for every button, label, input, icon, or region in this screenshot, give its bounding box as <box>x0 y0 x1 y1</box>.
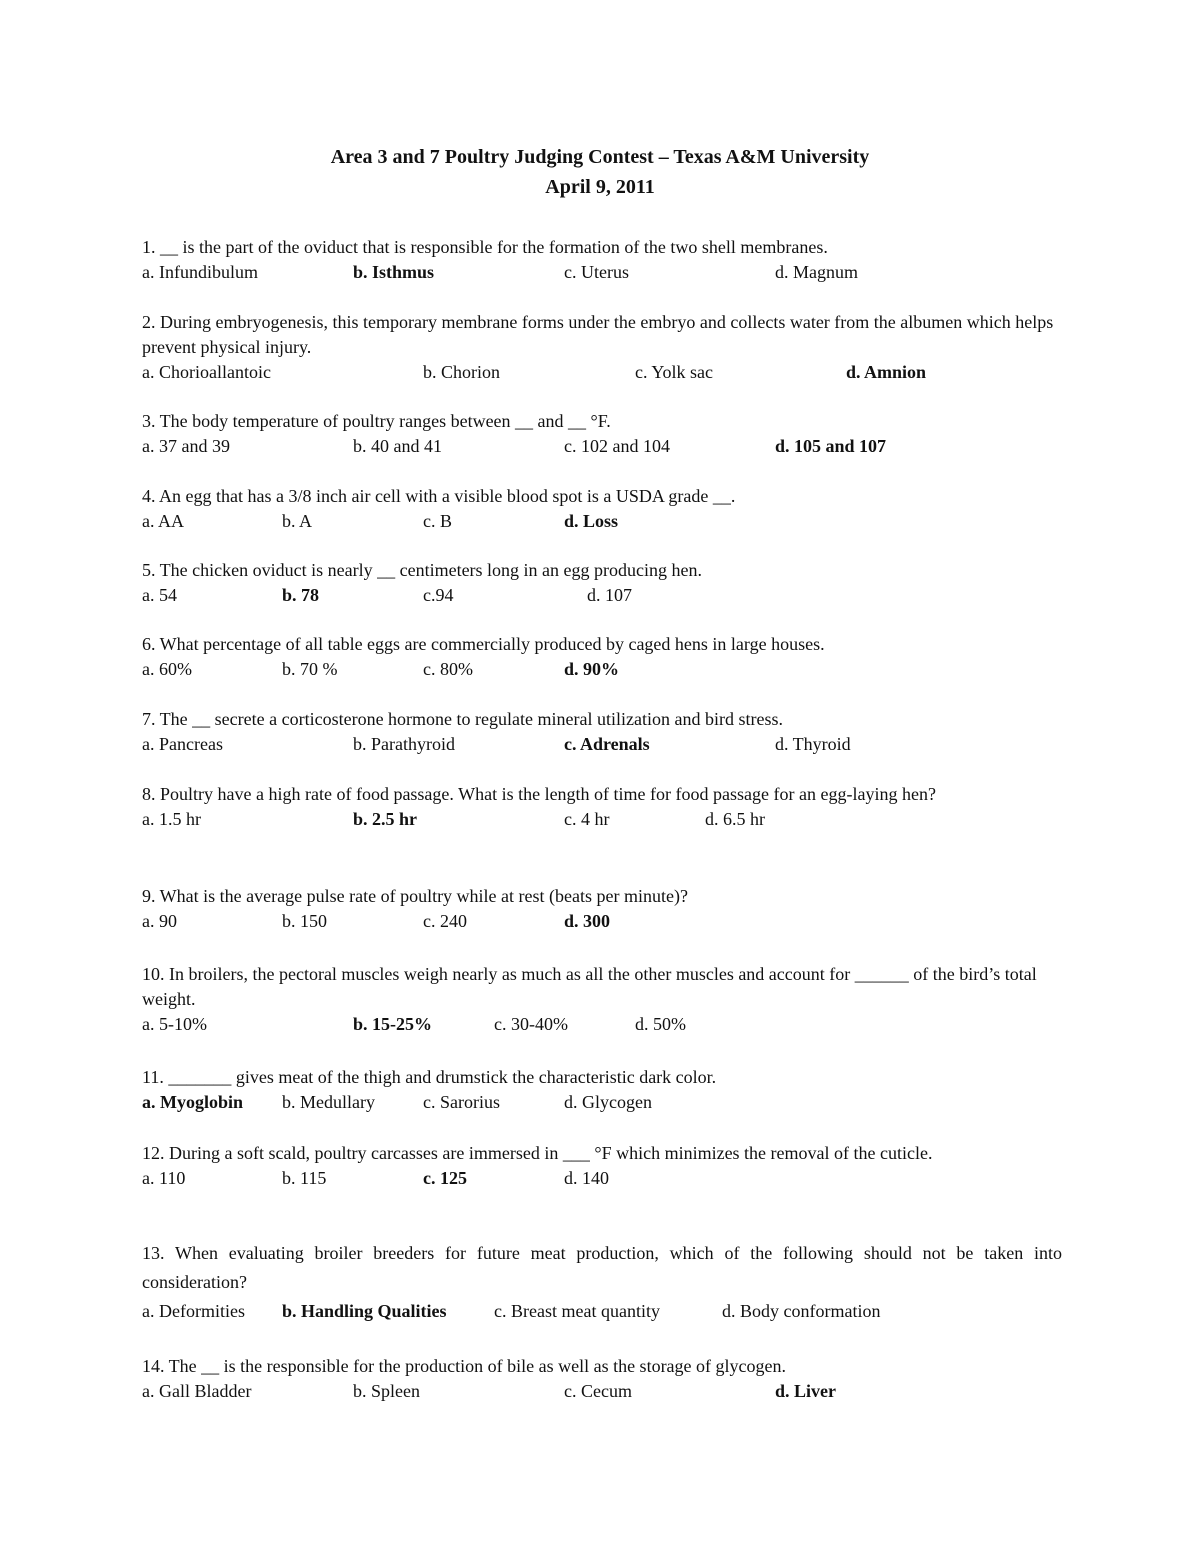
option-b: b. Medullary <box>282 1092 375 1112</box>
option-d: d. Glycogen <box>564 1092 652 1112</box>
option-c: c. B <box>423 511 452 531</box>
answer-options <box>142 807 1062 832</box>
option-b: b. 78 <box>282 585 320 605</box>
answer-options <box>142 1090 1062 1115</box>
question-5 <box>142 558 1062 608</box>
question-7 <box>142 707 1062 757</box>
option-d: d. 300 <box>564 911 611 931</box>
answer-options <box>142 260 1062 285</box>
option-a: a. Gall Bladder <box>142 1381 252 1401</box>
option-c: c. 80% <box>423 659 473 679</box>
question-8 <box>142 782 1062 832</box>
question-stem: 5. The chicken oviduct is nearly __ centimeters long in an egg producing hen. <box>142 560 703 580</box>
answer-options <box>142 1379 1062 1404</box>
question-11 <box>142 1065 1062 1115</box>
option-d: d. Amnion <box>846 362 927 382</box>
question-12 <box>142 1141 1062 1191</box>
question-stem: 7. The __ secrete a corticosterone hormone to regulate mineral utilization and bird stress. <box>142 709 783 729</box>
option-d: d. 140 <box>564 1168 609 1188</box>
option-a: a. Myoglobin <box>142 1092 244 1112</box>
option-c: c.94 <box>423 585 454 605</box>
question-4 <box>142 484 1062 534</box>
option-b: b. 2.5 hr <box>353 809 418 829</box>
option-c: c. Breast meat quantity <box>494 1301 660 1321</box>
option-a: a. 90 <box>142 911 177 931</box>
question-1 <box>142 235 1062 285</box>
document-title: Area 3 and 7 Poultry Judging Contest – Texas A&M University <box>330 146 870 168</box>
option-b: b. A <box>282 511 313 531</box>
option-a: a. 60% <box>142 659 192 679</box>
option-c: c. Cecum <box>564 1381 632 1401</box>
question-stem: 2. During embryogenesis, this temporary membrane forms under the embryo and collects water from the albumen which helps prevent physical injury. <box>142 312 1054 357</box>
question-13 <box>142 1239 1062 1326</box>
question-3 <box>142 409 1062 459</box>
option-c: c. 4 hr <box>564 809 610 829</box>
option-b: b. Parathyroid <box>353 734 455 754</box>
option-a: a. AA <box>142 511 184 531</box>
question-stem: 13. When evaluating broiler breeders for future meat production, which of the following should not be taken into consideration? <box>142 1243 1062 1292</box>
option-c: c. 30-40% <box>494 1014 568 1034</box>
option-c: c. Sarorius <box>423 1092 500 1112</box>
option-a: a. 110 <box>142 1168 186 1188</box>
option-b: b. 115 <box>282 1168 327 1188</box>
question-9 <box>142 884 1062 934</box>
question-6 <box>142 632 1062 682</box>
option-a: a. Infundibulum <box>142 262 258 282</box>
answer-options <box>142 360 1062 385</box>
question-2 <box>142 310 1062 385</box>
option-a: a. Chorioallantoic <box>142 362 271 382</box>
question-stem: 12. During a soft scald, poultry carcasses are immersed in ___ °F which minimizes the removal of the cuticle. <box>142 1143 933 1163</box>
question-14 <box>142 1354 1062 1404</box>
question-stem: 6. What percentage of all table eggs are commercially produced by caged hens in large houses. <box>142 634 825 654</box>
question-stem: 14. The __ is the responsible for the production of bile as well as the storage of glycogen. <box>142 1356 787 1376</box>
option-b: b. Isthmus <box>353 262 435 282</box>
option-b: b. 150 <box>282 911 327 931</box>
answer-options <box>142 732 1062 757</box>
answer-options <box>142 509 1062 534</box>
option-c: c. 125 <box>423 1168 467 1188</box>
option-d: d. 107 <box>587 585 632 605</box>
question-10 <box>142 962 1062 1037</box>
question-stem: 1. __ is the part of the oviduct that is responsible for the formation of the two shell membranes. <box>142 237 828 257</box>
document-date: April 9, 2011 <box>545 176 655 198</box>
option-c: c. Yolk sac <box>635 362 714 382</box>
answer-options <box>142 1012 1062 1037</box>
option-d: d. Thyroid <box>775 734 851 754</box>
option-d: d. 105 and 107 <box>775 436 887 456</box>
option-a: a. 54 <box>142 585 177 605</box>
question-stem: 8. Poultry have a high rate of food passage. What is the length of time for food passage for an egg-laying hen? <box>142 784 936 804</box>
option-d: d. 6.5 hr <box>705 809 765 829</box>
answer-options <box>142 1297 1062 1326</box>
option-d: d. 90% <box>564 659 620 679</box>
option-a: a. 5-10% <box>142 1014 207 1034</box>
question-stem: 3. The body temperature of poultry ranges between __ and __ °F. <box>142 411 611 431</box>
option-b: b. 70 % <box>282 659 338 679</box>
option-c: c. Adrenals <box>564 734 650 754</box>
answer-options <box>142 583 1062 608</box>
option-c: c. Uterus <box>564 262 629 282</box>
option-c: c. 102 and 104 <box>564 436 670 456</box>
option-b: b. 40 and 41 <box>353 436 442 456</box>
option-a: a. Deformities <box>142 1301 245 1321</box>
option-d: d. Magnum <box>775 262 858 282</box>
option-b: b. Handling Qualities <box>282 1301 447 1321</box>
option-d: d. Liver <box>775 1381 836 1401</box>
option-a: a. 1.5 hr <box>142 809 201 829</box>
option-d: d. Body conformation <box>722 1301 881 1321</box>
question-stem: 4. An egg that has a 3/8 inch air cell with a visible blood spot is a USDA grade __. <box>142 486 736 506</box>
question-stem: 10. In broilers, the pectoral muscles weigh nearly as much as all the other muscles and account for ______ of the bird’s total weight. <box>142 964 1037 1009</box>
option-a: a. Pancreas <box>142 734 223 754</box>
answer-options <box>142 657 1062 682</box>
document-header <box>0 142 1200 202</box>
option-c: c. 240 <box>423 911 467 931</box>
option-b: b. Spleen <box>353 1381 420 1401</box>
option-d: d. Loss <box>564 511 619 531</box>
question-stem: 9. What is the average pulse rate of poultry while at rest (beats per minute)? <box>142 886 688 906</box>
question-stem: 11. _______ gives meat of the thigh and drumstick the characteristic dark color. <box>142 1067 717 1087</box>
answer-options <box>142 1166 1062 1191</box>
option-d: d. 50% <box>635 1014 686 1034</box>
option-b: b. 15-25% <box>353 1014 433 1034</box>
option-b: b. Chorion <box>423 362 501 382</box>
option-a: a. 37 and 39 <box>142 436 230 456</box>
answer-options <box>142 434 1062 459</box>
answer-options <box>142 909 1062 934</box>
